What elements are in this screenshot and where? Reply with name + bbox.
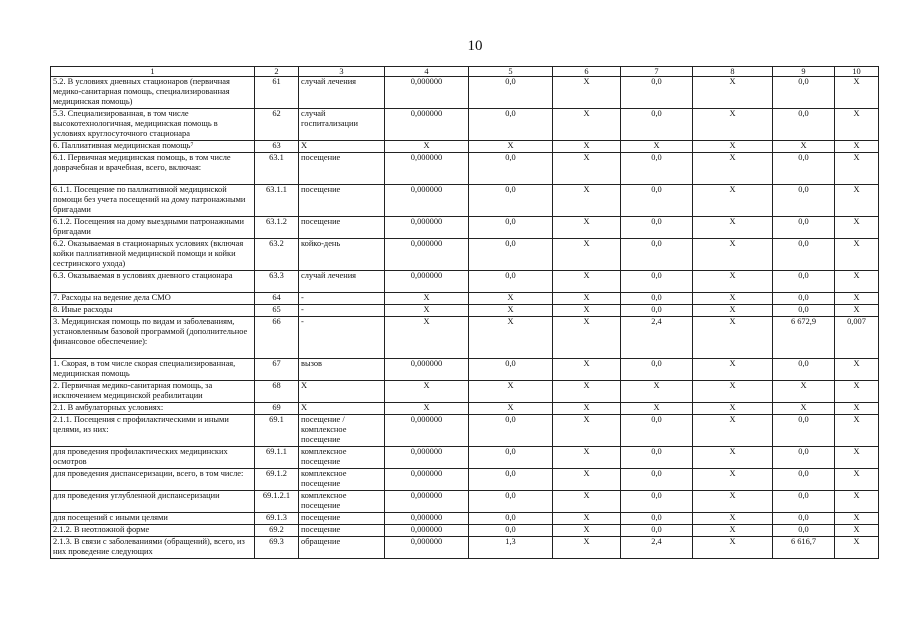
table-row	[51, 525, 879, 537]
col-5-value: X	[469, 141, 553, 153]
table-row	[51, 491, 879, 513]
col-10-value: X	[835, 491, 879, 513]
row-code: 69.1.3	[255, 513, 299, 525]
col-9-value: 0,0	[773, 447, 835, 469]
column-header: 8	[693, 67, 773, 77]
row-description: 6. Паллиативная медицинская помощь⁷	[51, 141, 255, 153]
col-10-value: 0,007	[835, 317, 879, 359]
col-10-value: X	[835, 537, 879, 559]
table-row	[51, 381, 879, 403]
col-4-value: X	[385, 403, 469, 415]
col-10-value: X	[835, 403, 879, 415]
col-4-value: 0,000000	[385, 537, 469, 559]
row-unit: комплексное посещение	[299, 469, 385, 491]
col-6-value: X	[553, 217, 621, 239]
col-5-value: 0,0	[469, 525, 553, 537]
column-header: 4	[385, 67, 469, 77]
row-description: 2.1.2. В неотложной форме	[51, 525, 255, 537]
col-7-value: 0,0	[621, 77, 693, 109]
table-row	[51, 415, 879, 447]
table-row	[51, 239, 879, 271]
row-unit: -	[299, 317, 385, 359]
col-6-value: X	[553, 381, 621, 403]
row-description: 2.1.3. В связи с заболеваниями (обращений), всего, из них проведение следующих	[51, 537, 255, 559]
col-4-value: 0,000000	[385, 271, 469, 293]
row-code: 69.1.2	[255, 469, 299, 491]
col-8-value: X	[693, 525, 773, 537]
col-7-value: X	[621, 141, 693, 153]
row-description: 6.1.2. Посещения на дому выездными патронажными бригадами	[51, 217, 255, 239]
table-row	[51, 109, 879, 141]
col-10-value: X	[835, 271, 879, 293]
col-7-value: 0,0	[621, 109, 693, 141]
col-5-value: X	[469, 381, 553, 403]
column-header: 6	[553, 67, 621, 77]
col-5-value: 0,0	[469, 153, 553, 185]
row-code: 67	[255, 359, 299, 381]
col-4-value: 0,000000	[385, 153, 469, 185]
col-10-value: X	[835, 525, 879, 537]
table-row	[51, 293, 879, 305]
col-4-value: 0,000000	[385, 415, 469, 447]
col-8-value: X	[693, 185, 773, 217]
col-4-value: 0,000000	[385, 491, 469, 513]
table-row	[51, 77, 879, 109]
row-code: 63.1	[255, 153, 299, 185]
col-9-value: 0,0	[773, 293, 835, 305]
col-9-value: 0,0	[773, 271, 835, 293]
col-8-value: X	[693, 217, 773, 239]
col-9-value: 0,0	[773, 217, 835, 239]
col-6-value: X	[553, 141, 621, 153]
row-code: 63	[255, 141, 299, 153]
col-8-value: X	[693, 239, 773, 271]
col-10-value: X	[835, 141, 879, 153]
col-10-value: X	[835, 513, 879, 525]
table-row	[51, 153, 879, 185]
col-9-value: 0,0	[773, 185, 835, 217]
row-unit: вызов	[299, 359, 385, 381]
row-unit: случай лечения	[299, 271, 385, 293]
col-5-value: 0,0	[469, 239, 553, 271]
table-row	[51, 447, 879, 469]
col-6-value: X	[553, 185, 621, 217]
row-unit: комплексное посещение	[299, 491, 385, 513]
col-5-value: 0,0	[469, 513, 553, 525]
col-7-value: 2,4	[621, 317, 693, 359]
col-9-value: 0,0	[773, 239, 835, 271]
col-10-value: X	[835, 469, 879, 491]
col-10-value: X	[835, 293, 879, 305]
row-unit: комплексное посещение	[299, 447, 385, 469]
row-code: 61	[255, 77, 299, 109]
col-8-value: X	[693, 77, 773, 109]
col-5-value: 0,0	[469, 77, 553, 109]
row-description: 5.3. Специализированная, в том числе высокотехнологичная, медицинская помощь в условиях круглосуточного стационара	[51, 109, 255, 141]
row-unit: посещение / комплексное посещение	[299, 415, 385, 447]
row-code: 69.2	[255, 525, 299, 537]
row-description: 2. Первичная медико-санитарная помощь, за исключением медицинской реабилитации	[51, 381, 255, 403]
col-5-value: X	[469, 305, 553, 317]
col-6-value: X	[553, 537, 621, 559]
row-description: для посещений с иными целями	[51, 513, 255, 525]
col-7-value: X	[621, 403, 693, 415]
col-5-value: 0,0	[469, 109, 553, 141]
table-row	[51, 185, 879, 217]
col-4-value: 0,000000	[385, 469, 469, 491]
column-header: 5	[469, 67, 553, 77]
row-code: 68	[255, 381, 299, 403]
table-row	[51, 141, 879, 153]
row-description: 6.1. Первичная медицинская помощь, в том числе доврачебная и врачебная, всего, включая:	[51, 153, 255, 185]
row-code: 69	[255, 403, 299, 415]
col-5-value: 0,0	[469, 415, 553, 447]
col-10-value: X	[835, 77, 879, 109]
col-8-value: X	[693, 305, 773, 317]
col-7-value: 0,0	[621, 415, 693, 447]
column-header: 3	[299, 67, 385, 77]
col-8-value: X	[693, 415, 773, 447]
col-10-value: X	[835, 359, 879, 381]
row-code: 69.1.2.1	[255, 491, 299, 513]
row-description: 1. Скорая, в том числе скорая специализированная, медицинская помощь	[51, 359, 255, 381]
col-6-value: X	[553, 525, 621, 537]
row-unit: посещение	[299, 217, 385, 239]
col-10-value: X	[835, 381, 879, 403]
row-code: 69.1	[255, 415, 299, 447]
col-6-value: X	[553, 153, 621, 185]
row-code: 63.1.2	[255, 217, 299, 239]
col-9-value: 0,0	[773, 305, 835, 317]
col-7-value: 0,0	[621, 447, 693, 469]
column-header: 7	[621, 67, 693, 77]
col-5-value: 0,0	[469, 469, 553, 491]
col-4-value: 0,000000	[385, 217, 469, 239]
table-body	[51, 67, 879, 559]
col-7-value: 0,0	[621, 359, 693, 381]
row-code: 62	[255, 109, 299, 141]
table-row	[51, 513, 879, 525]
col-5-value: 0,0	[469, 447, 553, 469]
col-4-value: X	[385, 305, 469, 317]
row-code: 63.3	[255, 271, 299, 293]
col-6-value: X	[553, 77, 621, 109]
col-9-value: X	[773, 141, 835, 153]
col-10-value: X	[835, 185, 879, 217]
col-6-value: X	[553, 447, 621, 469]
col-9-value: 0,0	[773, 415, 835, 447]
col-10-value: X	[835, 217, 879, 239]
table-row	[51, 217, 879, 239]
col-6-value: X	[553, 513, 621, 525]
row-unit: случай лечения	[299, 77, 385, 109]
col-6-value: X	[553, 271, 621, 293]
col-5-value: 0,0	[469, 185, 553, 217]
row-description: 6.2. Оказываемая в стационарных условиях (включая койки паллиативной медицинской помощи и койки сестринского ухода)	[51, 239, 255, 271]
row-unit: посещение	[299, 513, 385, 525]
table-row	[51, 537, 879, 559]
col-4-value: 0,000000	[385, 447, 469, 469]
col-4-value: X	[385, 293, 469, 305]
row-code: 63.2	[255, 239, 299, 271]
row-description: 5.2. В условиях дневных стационаров (первичная медико-санитарная помощь, специализированная медицинская помощь)	[51, 77, 255, 109]
col-5-value: X	[469, 317, 553, 359]
col-9-value: 0,0	[773, 525, 835, 537]
col-8-value: X	[693, 141, 773, 153]
row-description: 3. Медицинская помощь по видам и заболеваниям, установленным базовой программой (дополнительное финансовое обеспечение):	[51, 317, 255, 359]
col-8-value: X	[693, 109, 773, 141]
col-4-value: X	[385, 141, 469, 153]
row-unit: -	[299, 293, 385, 305]
row-description: для проведения профилактических медицинских осмотров	[51, 447, 255, 469]
row-description: 2.1. В амбулаторных условиях:	[51, 403, 255, 415]
col-8-value: X	[693, 447, 773, 469]
col-9-value: 0,0	[773, 359, 835, 381]
col-6-value: X	[553, 305, 621, 317]
col-6-value: X	[553, 469, 621, 491]
col-5-value: 0,0	[469, 217, 553, 239]
col-9-value: 6 616,7	[773, 537, 835, 559]
row-code: 64	[255, 293, 299, 305]
col-6-value: X	[553, 109, 621, 141]
col-5-value: X	[469, 293, 553, 305]
col-9-value: 0,0	[773, 77, 835, 109]
col-6-value: X	[553, 359, 621, 381]
col-4-value: 0,000000	[385, 513, 469, 525]
col-7-value: 0,0	[621, 185, 693, 217]
col-7-value: 0,0	[621, 153, 693, 185]
col-6-value: X	[553, 491, 621, 513]
col-9-value: 0,0	[773, 491, 835, 513]
table-row	[51, 271, 879, 293]
col-6-value: X	[553, 293, 621, 305]
col-4-value: 0,000000	[385, 77, 469, 109]
col-10-value: X	[835, 153, 879, 185]
col-9-value: 6 672,9	[773, 317, 835, 359]
col-10-value: X	[835, 305, 879, 317]
table-row	[51, 305, 879, 317]
col-10-value: X	[835, 239, 879, 271]
col-8-value: X	[693, 271, 773, 293]
col-4-value: 0,000000	[385, 525, 469, 537]
col-10-value: X	[835, 447, 879, 469]
column-header-row	[51, 67, 879, 77]
row-description: 2.1.1. Посещения с профилактическими и иными целями, из них:	[51, 415, 255, 447]
table-row	[51, 359, 879, 381]
row-unit: X	[299, 403, 385, 415]
col-5-value: X	[469, 403, 553, 415]
col-7-value: 2,4	[621, 537, 693, 559]
col-6-value: X	[553, 239, 621, 271]
col-8-value: X	[693, 153, 773, 185]
row-unit: посещение	[299, 153, 385, 185]
row-unit: X	[299, 381, 385, 403]
col-7-value: 0,0	[621, 525, 693, 537]
col-8-value: X	[693, 469, 773, 491]
table-row	[51, 469, 879, 491]
col-5-value: 1,3	[469, 537, 553, 559]
column-header: 10	[835, 67, 879, 77]
col-7-value: 0,0	[621, 217, 693, 239]
row-description: для проведения диспансеризации, всего, в том числе:	[51, 469, 255, 491]
col-7-value: X	[621, 381, 693, 403]
row-code: 65	[255, 305, 299, 317]
column-header: 9	[773, 67, 835, 77]
col-10-value: X	[835, 415, 879, 447]
row-description: 6.3. Оказываемая в условиях дневного стационара	[51, 271, 255, 293]
col-4-value: X	[385, 381, 469, 403]
row-unit: -	[299, 305, 385, 317]
col-4-value: 0,000000	[385, 109, 469, 141]
col-5-value: 0,0	[469, 359, 553, 381]
col-9-value: 0,0	[773, 109, 835, 141]
col-7-value: 0,0	[621, 305, 693, 317]
column-header: 2	[255, 67, 299, 77]
col-7-value: 0,0	[621, 293, 693, 305]
col-4-value: 0,000000	[385, 185, 469, 217]
col-9-value: X	[773, 381, 835, 403]
row-unit: обращение	[299, 537, 385, 559]
col-9-value: X	[773, 403, 835, 415]
col-8-value: X	[693, 537, 773, 559]
col-4-value: 0,000000	[385, 359, 469, 381]
col-6-value: X	[553, 403, 621, 415]
row-description: 6.1.1. Посещение по паллиативной медицинской помощи без учета посещений на дому патронажными бригадами	[51, 185, 255, 217]
col-7-value: 0,0	[621, 271, 693, 293]
col-8-value: X	[693, 403, 773, 415]
col-8-value: X	[693, 381, 773, 403]
data-table	[50, 66, 879, 559]
row-unit: койко-день	[299, 239, 385, 271]
row-code: 69.1.1	[255, 447, 299, 469]
col-8-value: X	[693, 513, 773, 525]
col-10-value: X	[835, 109, 879, 141]
col-6-value: X	[553, 415, 621, 447]
col-7-value: 0,0	[621, 469, 693, 491]
col-8-value: X	[693, 359, 773, 381]
col-8-value: X	[693, 317, 773, 359]
row-unit: посещение	[299, 185, 385, 217]
page-number: 10	[467, 38, 483, 54]
row-description: 7. Расходы на ведение дела СМО	[51, 293, 255, 305]
col-7-value: 0,0	[621, 239, 693, 271]
col-9-value: 0,0	[773, 153, 835, 185]
column-header: 1	[51, 67, 255, 77]
row-code: 63.1.1	[255, 185, 299, 217]
row-unit: X	[299, 141, 385, 153]
row-unit: случай госпитализации	[299, 109, 385, 141]
col-7-value: 0,0	[621, 491, 693, 513]
row-unit: посещение	[299, 525, 385, 537]
col-9-value: 0,0	[773, 513, 835, 525]
row-code: 66	[255, 317, 299, 359]
row-description: для проведения углубленной диспансеризации	[51, 491, 255, 513]
col-8-value: X	[693, 293, 773, 305]
col-5-value: 0,0	[469, 271, 553, 293]
row-description: 8. Иные расходы	[51, 305, 255, 317]
col-5-value: 0,0	[469, 491, 553, 513]
col-4-value: 0,000000	[385, 239, 469, 271]
col-6-value: X	[553, 317, 621, 359]
table-row	[51, 317, 879, 359]
row-code: 69.3	[255, 537, 299, 559]
col-8-value: X	[693, 491, 773, 513]
col-9-value: 0,0	[773, 469, 835, 491]
col-4-value: X	[385, 317, 469, 359]
table-row	[51, 403, 879, 415]
col-7-value: 0,0	[621, 513, 693, 525]
